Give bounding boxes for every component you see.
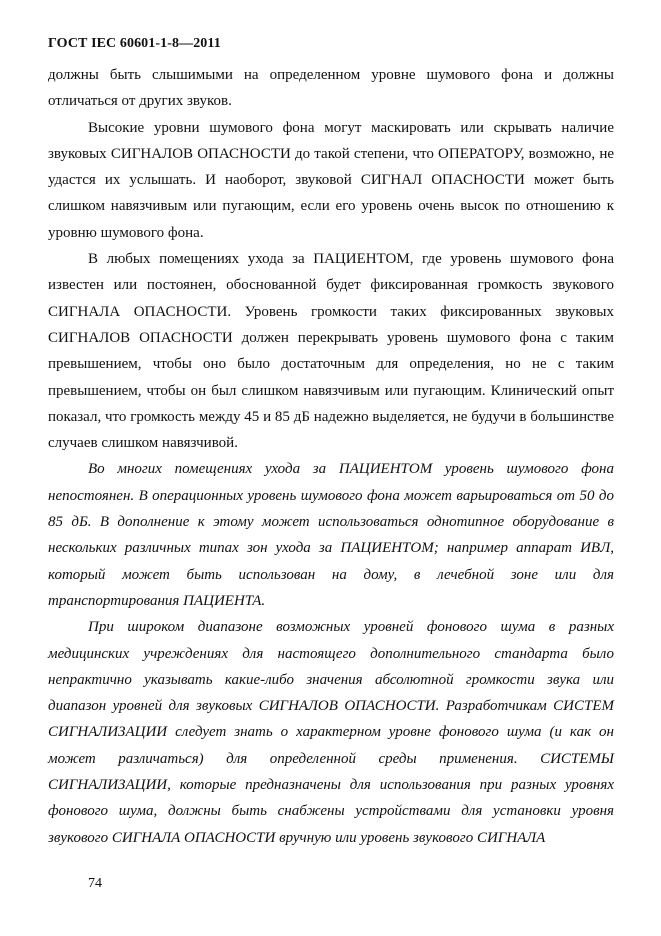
document-header: ГОСТ IEC 60601-1-8—2011 (48, 36, 221, 51)
page-number: 74 (88, 876, 102, 891)
paragraph-variable-noise: Во многих помещениях ухода за ПАЦИЕНТОМ уровень шумового фона непостоянен. В операционных уровень шумового фона может варьироваться от 50 до 85 дБ. В дополнение к этому может использоваться однотипное оборудование в нескольких различных типах зон ухода за ПАЦИЕНТОМ; например аппарат ИВЛ, который может быть использован на дому, в лечебной зоне или для транспортирования ПАЦИЕНТА. (48, 461, 614, 609)
document-body (48, 62, 614, 851)
paragraph-masking: Высокие уровни шумового фона могут маскировать или скрывать наличие звуковых СИГНАЛОВ ОПАСНОСТИ до такой степени, что ОПЕРАТОРУ, возможно, не удастся их услышать. И наоборот, звуковой СИГНАЛ ОПАСНОСТИ может быть слишком навязчивым или пугающим, если его уровень очень высок по отношению к уровню шумового фона. (48, 119, 614, 241)
paragraph-fixed-volume: В любых помещениях ухода за ПАЦИЕНТОМ, где уровень шумового фона известен или постоянен, обоснованной будет фиксированная громкость звукового СИГНАЛА ОПАСНОСТИ. Уровень громкости таких фиксированных звуковых СИГНАЛОВ ОПАСНОСТИ должен перекрывать уровень шумового фона с таким превышением, чтобы оно было достаточным для определения, но не с таким превышением, чтобы он был слишком навязчивым или пугающим. Клинический опыт показал, что громкость между 45 и 85 дБ надежно выделяется, не будучи в большинстве случаев слишком навязчивой. (48, 251, 614, 452)
paragraph-wide-range: При широком диапазоне возможных уровней фонового шума в разных медицинских учреждениях для настоящего дополнительного стандарта было непрактично указывать какие-либо значения абсолютной громкости звука или диапазон уровней для звуковых СИГНАЛОВ ОПАСНОСТИ. Разработчикам СИСТЕМ СИГНАЛИЗАЦИИ следует знать о характерном уровне фонового шума (и как он может различаться) для определенной среды применения. СИСТЕМЫ СИГНАЛИЗАЦИИ, которые предназначены для использования при разных уровнях фонового шума, должны быть снабжены устройствами для установки уровня звукового СИГНАЛА ОПАСНОСТИ вручную или уровень звукового СИГНАЛА (48, 619, 614, 846)
paragraph-continuation: должны быть слышимыми на определенном уровне шумового фона и должны отличаться от других звуков. (48, 67, 614, 110)
